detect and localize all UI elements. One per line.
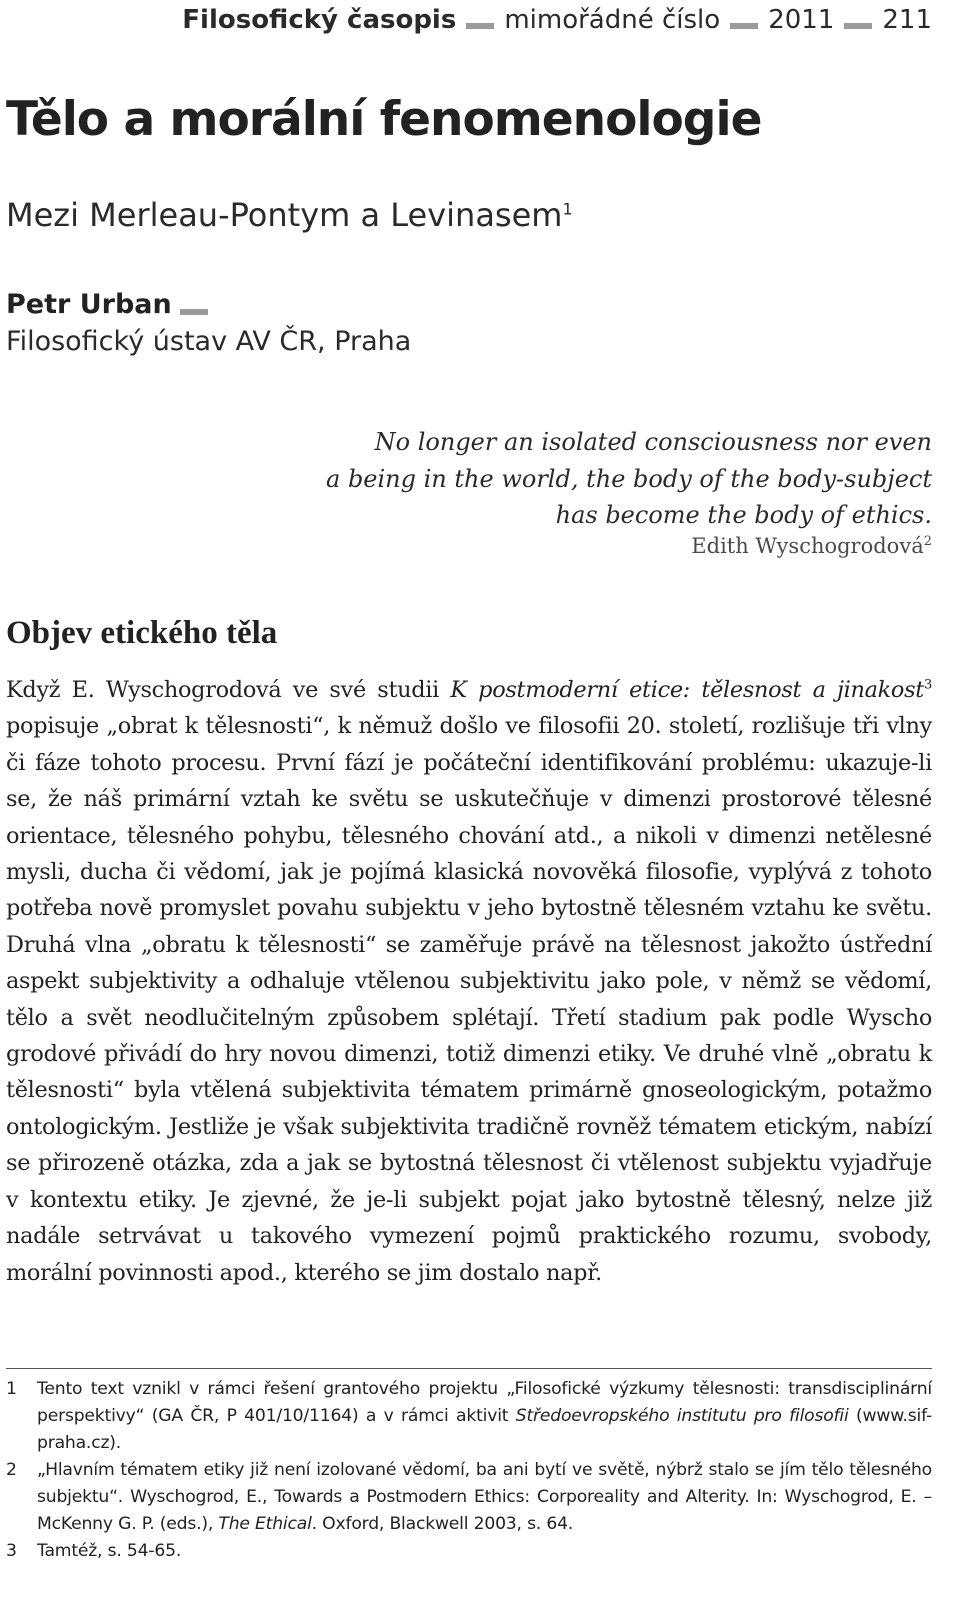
header-separator [844, 23, 872, 29]
header-separator [466, 23, 494, 29]
author-affiliation: Filosofický ústav AV ČR, Praha [6, 326, 412, 357]
epigraph-author [691, 534, 932, 558]
body-paragraph [6, 672, 932, 1291]
footnote [6, 1376, 932, 1457]
footnote-text [37, 1457, 932, 1538]
footnote-ref: 3 [924, 677, 932, 693]
page-number: 211 [882, 5, 932, 35]
footnote-text [37, 1376, 932, 1457]
section-heading: Objev etického těla [6, 615, 278, 651]
footnote-text-part: (www.sif-praha.cz). [37, 1406, 932, 1453]
footnote-ref: 1 [562, 199, 573, 219]
footnote-text-part: . Oxford, Blackwell 2003, s. 64. [311, 1514, 574, 1534]
article-title: Tělo a morální fenomenologie [6, 92, 762, 147]
footnote-number: 3 [6, 1541, 17, 1561]
author-name: Petr Urban [6, 289, 172, 320]
epigraph [292, 424, 932, 534]
footnote-number: 2 [6, 1460, 17, 1480]
footnote-text-part: Tamtéž, s. 54-65. [37, 1541, 182, 1561]
epigraph-author-name: Edith Wyschogrodová [691, 534, 924, 558]
footnote-ref: 2 [923, 534, 932, 549]
paragraph-text: Když E. Wyschogrodová ve své studii [6, 677, 451, 703]
epigraph-line: No longer an isolated consciousness nor even [374, 428, 932, 456]
journal-name: Filosofický časopis [182, 5, 457, 35]
footnote [6, 1457, 932, 1538]
header-separator [730, 23, 758, 29]
paragraph-text: popisuje „obrat k tělesnosti“, k němuž došlo ve filosofii 20. století, rozlišuje tři vlny či fáze tohoto procesu. První fází je počáteční identifikování problému: ukazuje-li se, že náš primární vztah ke světu se uskutečňuje v dimenzi prostorové tělesné orientace, tělesného pohybu, tělesného chování atd., a nikoli v dimenzi netělesné mysli, ducha či vědomí, jak je pojímá klasická novověká filosofie, vyplývá z tohoto potřeba nově promyslet povahu subjektu v jeho bytostně tělesném vztahu ke světu. Druhá vlna „obratu k tělesnosti“ se zaměřuje právě na tělesnost jakožto ústřední aspekt subjektivity a odhaluje vtělenou subjektivitu jako pole, v němž se vědomí, tělo a svět neodlučitelným způsobem splétají. Třetí stadium pak podle Wyscho grodové přivádí do hry novou dimenzi, totiž dimenzi etiky. Ve druhé vlně „obratu k tělesnosti“ byla vtělená subjektivita tématem primárně gnoseologickým, potažmo ontologickým. Jestliže je však subjektivita tradičně rovněž tématem etickým, nabízí se přirozeně otázka, zda a jak se bytostná tělesnost či vtělenost subjektu vyjadřuje v kontextu etiky. Je zjevné, že je-li subjekt pojat jako bytostně tělesný, nelze již nadále setrvávat u takového vymezení pojmů praktického rozumu, svobody, morální povinnosti apod., kterého se jim dostalo např. [6, 713, 932, 1286]
issue-label: mimořádné číslo [504, 5, 721, 35]
issue-year: 2011 [768, 5, 835, 35]
footnote-italic: The Ethical [218, 1514, 312, 1534]
running-header [182, 2, 932, 38]
author-separator [180, 309, 208, 315]
footnote-text-part: „Hlavním tématem etiky již není izolované vědomí, ba ani bytí ve světě, nýbrž stalo se jím tělo tělesného subjektu“. Wyschogrod, E., Towards a Postmodern Ethics: Corporeality and Alterity. In: Wyschogrod, E. – McKenny G. P. (eds.), [37, 1460, 932, 1534]
subtitle-text: Mezi Merleau-Pontym a Levinasem [6, 196, 563, 234]
epigraph-line: has become the body of ethics. [555, 501, 932, 529]
footnotes [6, 1376, 932, 1565]
footnote-number: 1 [6, 1379, 17, 1399]
epigraph-line: a being in the world, the body of the body-subject [326, 464, 932, 493]
footnote-text-part: Tento text vznikl v rámci řešení grantového projektu „Filosofické výzkumy tělesnosti: transdisciplinární perspektivy“ (GA ČR, P 401/10/1164) a v rámci aktivit [37, 1379, 932, 1426]
article-subtitle [6, 196, 573, 234]
author-line [6, 289, 208, 320]
cited-work-title: K postmoderní etice: tělesnost a jinakost [450, 677, 924, 703]
footnote-italic: Středoevropského institutu pro filosofii [515, 1406, 849, 1426]
footnote-text [37, 1538, 932, 1565]
footnote-divider [6, 1368, 932, 1369]
footnote [6, 1538, 932, 1565]
